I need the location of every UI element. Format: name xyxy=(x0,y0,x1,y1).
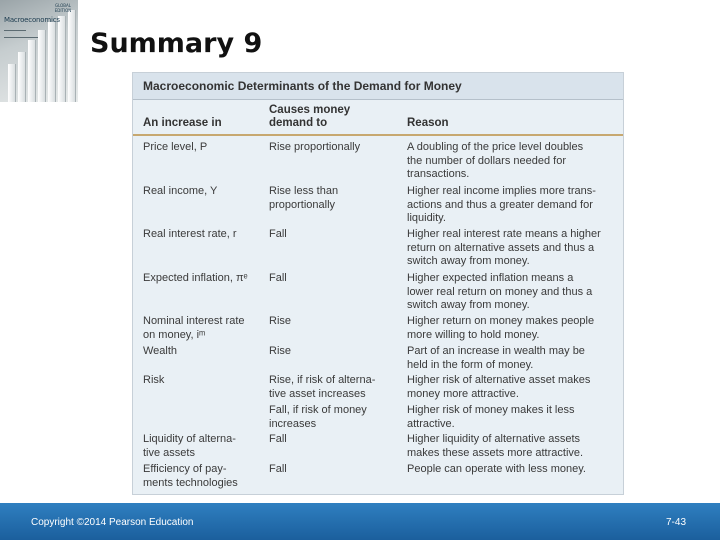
row-price-level-reason: A doubling of the price level doubles the number of dollars needed for transactions. xyxy=(407,141,584,180)
cover-author-line xyxy=(4,30,26,31)
cover-author-line xyxy=(4,37,38,38)
row-risk-alternative-reason: Higher risk of alternative asset makes money more attractive. xyxy=(407,374,591,400)
book-cover-image xyxy=(0,0,78,102)
footer-bar xyxy=(0,503,720,540)
header-rule xyxy=(133,134,623,136)
row-risk-money-effect: Fall, if risk of money increases xyxy=(269,404,367,430)
row-payments-efficiency-reason: People can operate with less money. xyxy=(407,463,586,475)
row-expected-inflation-reason: Higher expected inflation means a lower real return on money and thus a switch away from money. xyxy=(407,272,593,311)
table-caption: Macroeconomic Determinants of the Demand for Money xyxy=(143,79,462,93)
row-risk-factor: Risk xyxy=(143,374,165,386)
cover-decor-bar xyxy=(18,52,25,102)
row-real-interest-factor: Real interest rate, r xyxy=(143,228,237,240)
cover-decor-bar xyxy=(48,22,55,102)
cover-decor-bar xyxy=(28,40,35,102)
row-wealth-effect: Rise xyxy=(269,345,292,357)
row-real-interest-effect: Fall xyxy=(269,228,287,240)
money-demand-table xyxy=(132,72,624,495)
row-wealth-reason: Part of an increase in wealth may be held in the form of money. xyxy=(407,345,585,371)
table-caption-bar xyxy=(133,73,623,100)
column-header-causes xyxy=(269,104,350,130)
row-nominal-interest-factor: Nominal interest rate on money, iᵐ xyxy=(143,315,245,341)
row-real-income-effect: Rise less than proportionally xyxy=(269,185,339,211)
row-expected-inflation-effect: Fall xyxy=(269,272,287,284)
row-wealth-factor: Wealth xyxy=(143,345,178,357)
row-risk-alternative-effect: Rise, if risk of alterna- tive asset increases xyxy=(269,374,376,400)
column-header-causes-line2: demand to xyxy=(269,117,328,129)
row-liquidity-reason: Higher liquidity of alternative assets makes these assets more attractive. xyxy=(407,433,584,459)
row-nominal-interest-effect: Rise xyxy=(269,315,292,327)
page-number: 7-43 xyxy=(666,517,687,528)
row-expected-inflation-factor: Expected inflation, πᵉ xyxy=(143,272,248,284)
column-header-reason: Reason xyxy=(407,117,449,129)
slide-title: Summary 9 xyxy=(90,28,263,59)
row-price-level-factor: Price level, P xyxy=(143,141,208,153)
cover-title: Macroeconomics xyxy=(4,16,60,24)
cover-decor-bar xyxy=(58,16,65,102)
row-payments-efficiency-effect: Fall xyxy=(269,463,287,475)
row-price-level-effect: Rise proportionally xyxy=(269,141,361,153)
copyright-text: Copyright ©2014 Pearson Education xyxy=(31,517,194,528)
cover-badge: GLOBAL EDITION xyxy=(54,3,72,13)
row-real-interest-reason: Higher real interest rate means a higher return on alternative assets and thus a switch away from money. xyxy=(407,228,601,267)
cover-decor-bar xyxy=(8,64,15,102)
row-liquidity-effect: Fall xyxy=(269,433,287,445)
cover-decor-bar xyxy=(68,10,75,102)
row-nominal-interest-reason: Higher return on money makes people more willing to hold money. xyxy=(407,315,595,341)
row-real-income-reason: Higher real income implies more trans- actions and thus a greater demand for liquidity. xyxy=(407,185,596,224)
column-header-causes-line1: Causes money xyxy=(269,104,351,116)
row-risk-money-reason: Higher risk of money makes it less attractive. xyxy=(407,404,575,430)
cover-decor-bar xyxy=(38,30,45,102)
column-header-increase: An increase in xyxy=(143,117,222,129)
row-liquidity-factor: Liquidity of alterna- tive assets xyxy=(143,433,236,459)
row-real-income-factor: Real income, Y xyxy=(143,185,218,197)
row-payments-efficiency-factor: Efficiency of pay- ments technologies xyxy=(143,463,238,489)
